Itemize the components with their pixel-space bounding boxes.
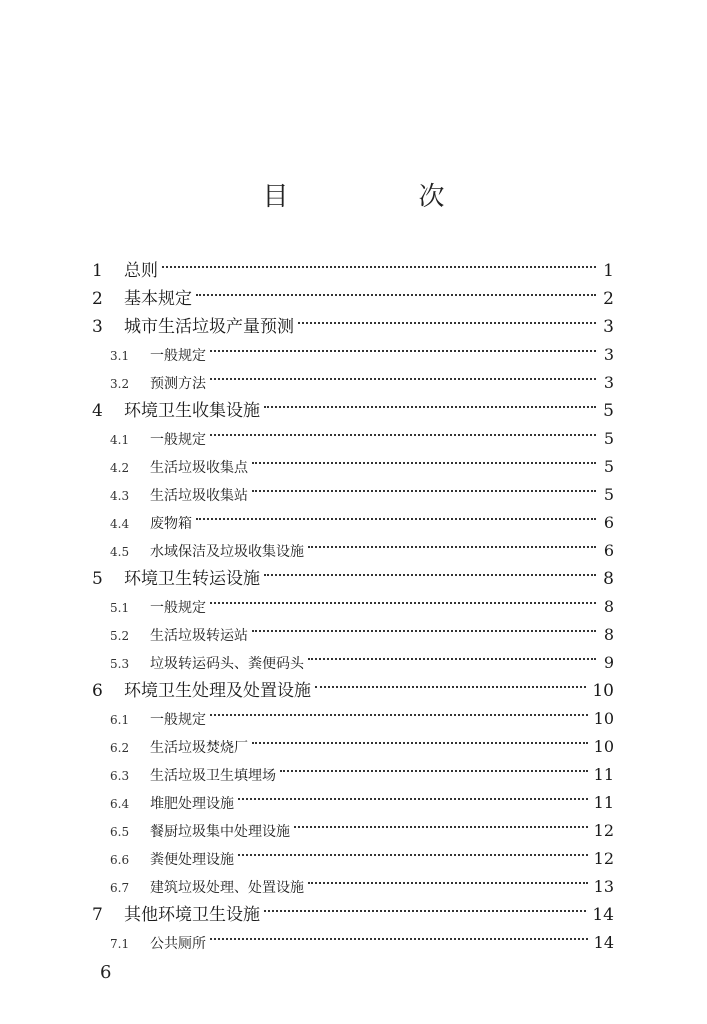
toc-entry-page: 3 [603, 345, 614, 364]
toc-entry-number: 6.7 [110, 881, 130, 895]
toc-entry-title: 一般规定 [150, 432, 206, 448]
toc-entry-number: 3.1 [110, 349, 130, 363]
toc-entry-page: 3 [603, 373, 614, 392]
toc-dot-leader [264, 556, 596, 584]
toc-entry-title: 生活垃圾收集点 [150, 460, 248, 476]
toc-entry[interactable] [90, 248, 614, 281]
toc-entry-number: 6.1 [110, 713, 130, 727]
toc-entry-page: 8 [603, 569, 614, 589]
toc-entry-number: 4 [92, 401, 103, 421]
toc-entry-page: 14 [592, 905, 614, 925]
toc-entry-page: 8 [603, 597, 614, 616]
toc-entry-page: 10 [593, 709, 614, 728]
toc-entry-page: 2 [603, 289, 614, 309]
toc-entry-title: 生活垃圾焚烧厂 [150, 740, 248, 756]
toc-dot-leader [210, 360, 596, 388]
toc-entry-page: 1 [603, 261, 614, 281]
toc-entry-number: 6.6 [110, 853, 130, 867]
toc-entry-page: 10 [593, 737, 614, 756]
toc-entry-page: 14 [593, 933, 614, 952]
toc-entry-title: 建筑垃圾处理、处置设施 [150, 880, 304, 896]
toc-entry-page: 5 [603, 485, 614, 504]
toc-dot-leader [308, 528, 596, 556]
page-title: 目 次 [262, 182, 497, 212]
toc-entry-page: 12 [593, 849, 614, 868]
toc-entry-page: 6 [603, 513, 614, 532]
page-number: 6 [100, 962, 112, 983]
toc-dot-leader [210, 416, 596, 444]
toc-entry-title: 预测方法 [150, 376, 206, 392]
toc-entry-page: 12 [593, 821, 614, 840]
toc-dot-leader [315, 668, 586, 696]
toc-dot-leader [264, 892, 586, 920]
toc-dot-leader [210, 696, 588, 724]
toc-entry-title: 生活垃圾卫生填埋场 [150, 768, 276, 784]
toc-entry-number: 4.4 [110, 517, 130, 531]
toc-dot-leader [294, 808, 588, 836]
toc-dot-leader [238, 836, 588, 864]
toc-entry-number: 7.1 [110, 937, 130, 951]
toc-entry-number: 3.2 [110, 377, 130, 391]
toc-entry-page: 3 [603, 317, 614, 337]
toc-entry-title: 环境卫生转运设施 [124, 569, 260, 589]
toc-entry-title: 垃圾转运码头、粪便码头 [150, 656, 304, 672]
toc-entry-page: 6 [603, 541, 614, 560]
toc-entry-title: 废物箱 [150, 516, 192, 532]
toc-entry-page: 5 [603, 401, 614, 421]
toc-entry-title: 基本规定 [124, 289, 192, 309]
toc-entry-title: 生活垃圾收集站 [150, 488, 248, 504]
table-of-contents [90, 248, 614, 952]
toc-entry-number: 6.3 [110, 769, 130, 783]
toc-entry-title: 堆肥处理设施 [150, 796, 234, 812]
toc-entry-number: 3 [92, 317, 103, 337]
toc-entry-title: 餐厨垃圾集中处理设施 [150, 824, 290, 840]
toc-entry-title: 环境卫生收集设施 [124, 401, 260, 421]
toc-entry-number: 5 [92, 569, 103, 589]
toc-entry-page: 11 [593, 765, 614, 784]
toc-entry-number: 4.1 [110, 433, 130, 447]
toc-entry-title: 环境卫生处理及处置设施 [124, 681, 311, 701]
toc-entry-number: 2 [92, 289, 103, 309]
toc-entry-number: 4.5 [110, 545, 130, 559]
toc-dot-leader [210, 920, 588, 948]
toc-entry-page: 8 [603, 625, 614, 644]
toc-dot-leader [308, 864, 588, 892]
toc-entry-title: 水域保洁及垃圾收集设施 [150, 544, 304, 560]
toc-entry-title: 粪便处理设施 [150, 852, 234, 868]
toc-dot-leader [196, 276, 596, 304]
toc-entry-number: 4.2 [110, 461, 130, 475]
toc-dot-leader [264, 388, 596, 416]
toc-dot-leader [196, 500, 596, 528]
toc-entry-page: 5 [603, 429, 614, 448]
toc-entry-title: 公共厕所 [150, 936, 206, 952]
toc-entry-number: 1 [92, 261, 103, 281]
toc-entry-title: 城市生活垃圾产量预测 [124, 317, 294, 337]
toc-entry-number: 6 [92, 681, 103, 701]
toc-dot-leader [252, 472, 596, 500]
toc-dot-leader [238, 780, 588, 808]
toc-entry-number: 7 [92, 905, 103, 925]
toc-entry-page: 10 [592, 681, 614, 701]
toc-dot-leader [210, 332, 596, 360]
toc-entry-number: 6.4 [110, 797, 130, 811]
toc-entry-title: 生活垃圾转运站 [150, 628, 248, 644]
toc-dot-leader [298, 304, 596, 332]
toc-dot-leader [280, 752, 588, 780]
toc-entry-title: 一般规定 [150, 600, 206, 616]
toc-entry-number: 5.3 [110, 657, 130, 671]
toc-entry-title: 一般规定 [150, 348, 206, 364]
toc-entry-number: 4.3 [110, 489, 130, 503]
toc-entry-number: 5.2 [110, 629, 130, 643]
toc-entry-title: 一般规定 [150, 712, 206, 728]
toc-entry-title: 其他环境卫生设施 [124, 905, 260, 925]
toc-entry-page: 11 [593, 793, 614, 812]
toc-dot-leader [210, 584, 596, 612]
toc-entry-number: 6.2 [110, 741, 130, 755]
toc-dot-leader [252, 444, 596, 472]
toc-entry-title: 总则 [124, 261, 158, 281]
toc-dot-leader [162, 248, 596, 276]
toc-entry-page: 13 [593, 877, 614, 896]
toc-entry-page: 5 [603, 457, 614, 476]
toc-entry-number: 6.5 [110, 825, 130, 839]
toc-entry-number: 5.1 [110, 601, 130, 615]
toc-entry[interactable] [90, 276, 614, 309]
toc-dot-leader [252, 612, 596, 640]
toc-dot-leader [308, 640, 596, 668]
toc-entry-page: 9 [603, 653, 614, 672]
toc-dot-leader [252, 724, 588, 752]
